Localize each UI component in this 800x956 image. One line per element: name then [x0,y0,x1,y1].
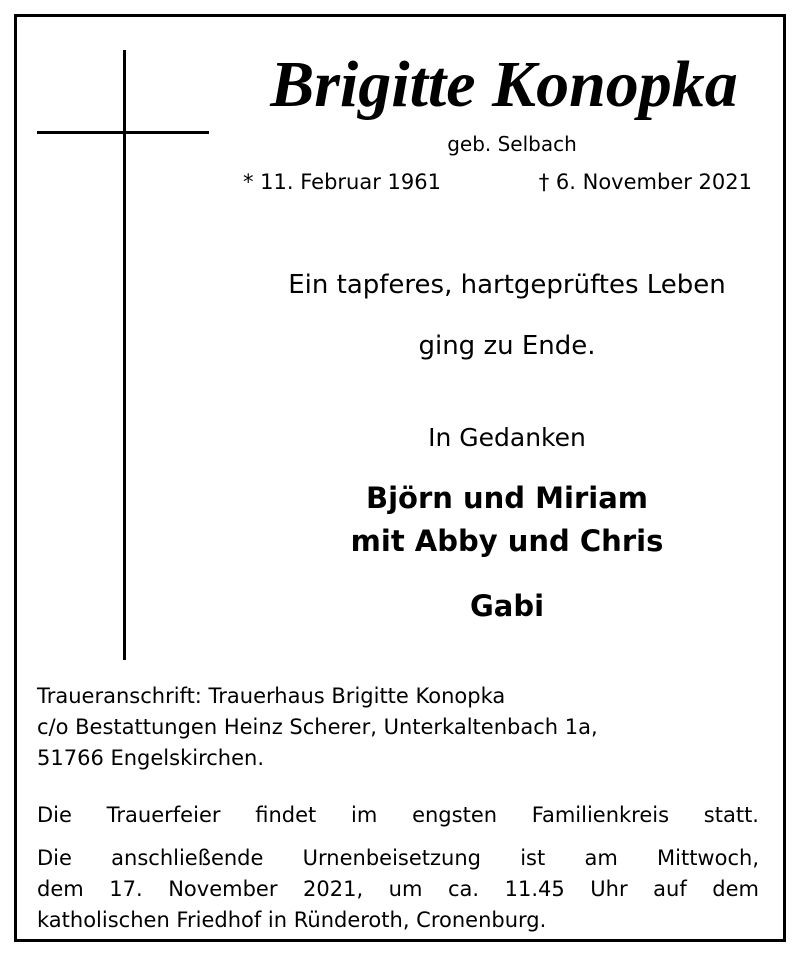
birth-date: * 11. Februar 1961 [243,170,441,194]
cross-icon-horizontal-bar [37,131,209,134]
deceased-name: Brigitte Konopka [270,48,738,121]
burial-line: katholischen Friedhof in Ründeroth, Cronenburg. [37,908,547,932]
funeral-address [37,681,759,774]
mourner-line-3: Gabi [469,589,545,623]
address-line: c/o Bestattungen Heinz Scherer, Unterkaltenbach 1a, [37,715,598,739]
address-line: Traueranschrift: Trauerhaus Brigitte Konopka [37,684,506,708]
mourner-line-2: mit Abby und Chris [350,524,664,558]
mourners-intro: In Gedanken [428,423,586,452]
burial-note [37,843,759,936]
obituary-notice [14,14,786,942]
mourner-line-1: Björn und Miriam [366,481,648,515]
death-date: † 6. November 2021 [538,170,752,194]
maiden-name: geb. Selbach [447,132,577,156]
cross-icon-vertical-bar [123,50,126,660]
ceremony-note: Die Trauerfeier findet im engsten Familienkreis statt. [37,803,759,827]
burial-line: dem 17. November 2021, um ca. 11.45 Uhr auf dem [37,877,759,901]
verse-line-1: Ein tapferes, hartgeprüftes Leben [288,270,726,300]
verse-line-2: ging zu Ende. [418,331,596,361]
burial-line: Die anschließende Urnenbeisetzung ist am Mittwoch, [37,846,759,870]
address-line: 51766 Engelskirchen. [37,746,265,770]
